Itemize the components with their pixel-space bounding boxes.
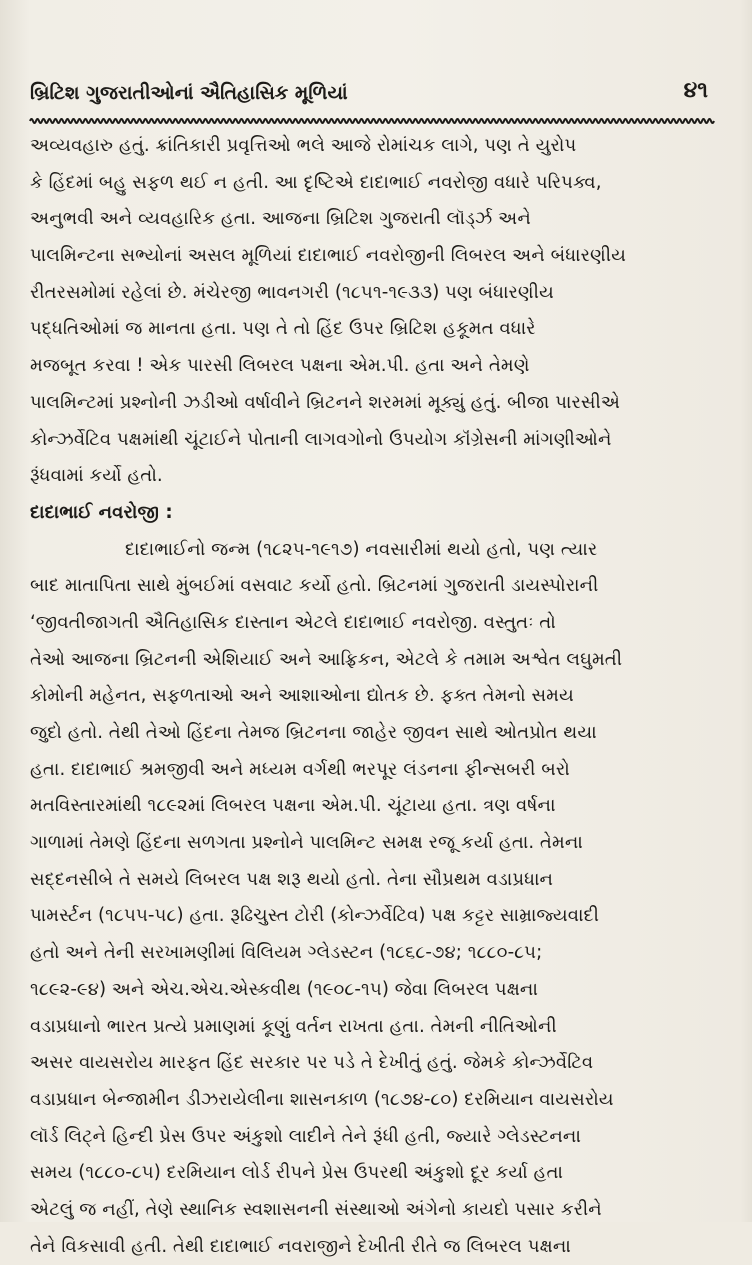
text-line: રૂંધવામાં કર્યો હતો.	[30, 465, 163, 487]
text-line: રીતરસમોમાં રહેલાં છે. મંચેરજી ભાવનગરી (૧૮૫૧-૧૯૩૩) પણ બંધારણીય	[30, 281, 554, 303]
page-number: ૪૧	[683, 78, 708, 103]
page-header	[30, 72, 708, 112]
text-line: પાલમિન્ટમાં પ્રશ્નોની ઝડીઓ વર્ષાવીને બ્રિટનને શરમમાં મૂક્યું હતું. બીજા પારસીએ	[30, 391, 621, 413]
text-line: અનુભવી અને વ્યવહારિક હતા. આજના બ્રિટિશ ગુજરાતી લૉર્ડ્ઝ અને	[30, 208, 531, 230]
section-subheading: દાદાભાઈ નવરોજી :	[30, 501, 173, 523]
wavy-rule-graphic	[30, 116, 712, 126]
paragraph-1	[30, 128, 712, 495]
text-line: ૧૮૯૨-૯૪) અને એચ.એચ.એસ્કવીથ (૧૯૦૮-૧૫) જેવા લિબરલ પક્ષના	[30, 978, 538, 1000]
body-text	[30, 128, 712, 1265]
text-line: જુદો હતો. તેથી તેઓ હિંદના તેમજ બ્રિટનના જાહેર જીવન સાથે ઓતપ્રોત થયા	[30, 722, 597, 743]
header-wavy-rule	[30, 116, 712, 126]
running-title: બ્રિટિશ ગુજરાતીઓનાં ઐતિહાસિક મૂળિયાં	[30, 82, 348, 104]
text-line: કોન્ઝર્વેટિવ પક્ષમાંથી ચૂંટાઈને પોતાની લાગવગોનો ઉપયોગ કૉંગ્રેસની માંગણીઓને	[30, 428, 612, 450]
text-line: તેને વિકસાવી હતી. તેથી દાદાભાઈ નવરાજીને દેખીતી રીતે જ લિબરલ પક્ષના	[30, 1235, 571, 1257]
text-line: કોમોની મહેનત, સફળતાઓ અને આશાઓના દ્યોતક છે. ફક્ત તેમનો સમય	[30, 685, 574, 707]
text-line: તેઓ આજના બ્રિટનની એશિયાઈ અને આફ્રિકન, એટલે કે તમામ અશ્વેત લઘુમતી	[30, 648, 623, 670]
text-line: ગાળામાં તેમણે હિંદના સળગતા પ્રશ્નોને પાલમિન્ટ સમક્ષ રજૂ કર્યા હતા. તેમના	[30, 832, 583, 854]
text-line: હતો અને તેની સરખામણીમાં વિલિયમ ગ્લેડસ્ટન (૧૮૬૮-૭૪; ૧૮૮૦-૮૫;	[30, 942, 543, 964]
text-line: પામર્સ્ટન (૧૮૫૫-૫૮) હતા. રૂઢિચુસ્ત ટોરી (કોન્ઝર્વેટિવ) પક્ષ કટ્ટર સામ્રાજ્યવાદી	[30, 905, 599, 927]
text-line: લૉર્ડ લિટ્ને હિન્દી પ્રેસ ઉપર અંકુશો લાદીને તેને રૂંધી હતી, જ્યારે ગ્લેડસ્ટનના	[30, 1125, 581, 1147]
text-line: અસર વાયસરોય મારફત હિંદ સરકાર પર પડે તે દેખીતું હતું. જેમકે કોન્ઝર્વેટિવ	[30, 1052, 594, 1074]
text-line: વડાપ્રધાનો ભારત પ્રત્યે પ્રમાણમાં કૂણું વર્તન રાખતા હતા. તેમની નીતિઓની	[30, 1015, 557, 1037]
text-line: એટલું જ નહીં, તેણે સ્થાનિક સ્વશાસનની સંસ્થાઓ અંગેનો કાયદો પસાર કરીને	[30, 1198, 602, 1220]
text-line: અવ્યવહારુ હતું. ક્રાંતિકારી પ્રવૃત્તિઓ ભલે આજે રોમાંચક લાગે, પણ તે યુરોપ	[30, 135, 577, 156]
text-line: મજબૂત કરવા ! એક પારસી લિબરલ પક્ષના એમ.પી. હતા અને તેમણે	[30, 355, 530, 377]
text-line: ‘જીવતીજાગતી ઐતિહાસિક દાસ્તાન એટલે દાદાભાઈ નવરોજી. વસ્તુતઃ તો	[30, 611, 556, 633]
text-line: સદ્દનસીબે તે સમયે લિબરલ પક્ષ શરૂ થયો હતો. તેના સૌપ્રથમ વડાપ્રધાન	[30, 868, 554, 890]
text-line: સમય (૧૮૮૦-૮૫) દરમિયાન લોર્ડ રીપને પ્રેસ ઉપરથી અંકુશો દૂર કર્યા હતા	[30, 1162, 563, 1184]
text-line: દાદાભાઈનો જન્મ (૧૮૨૫-૧૯૧૭) નવસારીમાં થયો હતો, પણ ત્યાર	[125, 538, 598, 560]
text-line: પદ્ધતિઓમાં જ માનતા હતા. પણ તે તો હિંદ ઉપર બ્રિટિશ હકૂમત વધારે	[30, 318, 536, 340]
paragraph-2	[30, 532, 712, 1265]
text-line: હતા. દાદાભાઈ શ્રમજીવી અને મધ્યમ વર્ગથી ભરપૂર લંડનના ફીન્સબરી બરો	[30, 758, 570, 780]
text-line: મતવિસ્તારમાંથી ૧૮૯૨માં લિબરલ પક્ષના એમ.પી. ચૂંટાયા હતા. ત્રણ વર્ષના	[30, 795, 556, 817]
text-line: પાલમિન્ટના સભ્યોનાં અસલ મૂળિયાં દાદાભાઈ નવરોજીની લિબરલ અને બંધારણીય	[30, 245, 626, 267]
text-line: બાદ માતાપિતા સાથે મુંબઈમાં વસવાટ કર્યો હતો. બ્રિટનમાં ગુજરાતી ડાયસ્પોરાની	[30, 575, 599, 597]
text-line: કે હિંદમાં બહુ સફળ થઈ ન હતી. આ દૃષ્ટિએ દાદાભાઈ નવરોજી વધારે પરિપક્વ,	[30, 171, 602, 193]
text-line: વડાપ્રધાન બેન્જામીન ડીઝરાયેલીના શાસનકાળ (૧૮૭૪-૮૦) દરમિયાન વાયસરોય	[30, 1088, 614, 1110]
